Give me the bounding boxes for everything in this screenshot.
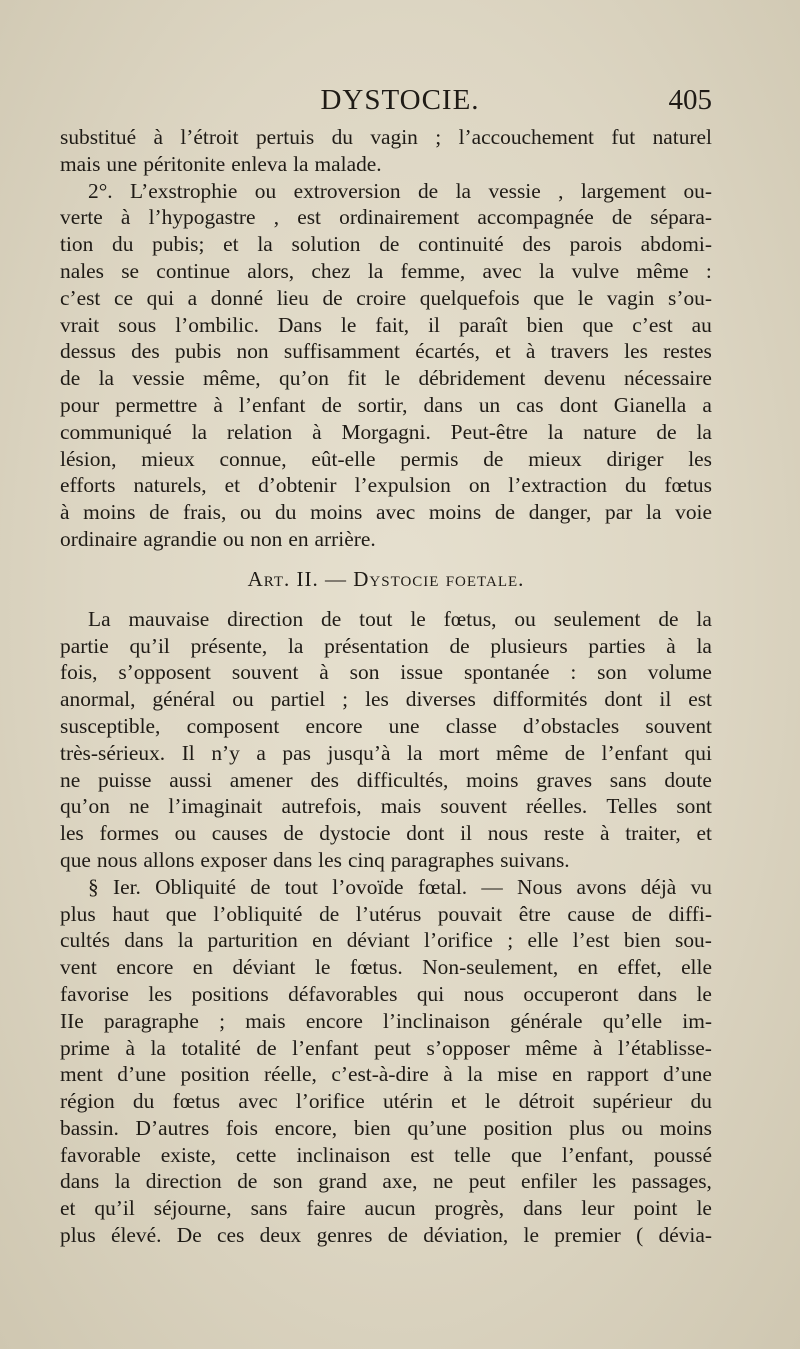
text-line: ment d’une position réelle, c’est-à-dire à la mise en rapport d’une xyxy=(60,1062,712,1087)
running-title: DYSTOCIE. xyxy=(320,84,480,116)
text-line: bassin. D’autres fois encore, bien qu’une position plus ou moins xyxy=(60,1115,712,1140)
text-line: anormal, général ou partiel ; les diverses difformités dont il est xyxy=(60,687,712,712)
text-line: La mauvaise direction de tout le fœtus, ou seulement de la xyxy=(88,606,712,631)
text-line: dans la direction de son grand axe, ne peut enfiler les passages, xyxy=(60,1169,712,1194)
text-line: très-sérieux. Il n’y a pas jusqu’à la mort même de l’enfant qui xyxy=(60,740,712,765)
text-line: lésion, mieux connue, eût-elle permis de mieux diriger les xyxy=(60,446,712,471)
text-line: c’est ce qui a donné lieu de croire quelquefois que le vagin s’ou- xyxy=(60,285,712,310)
page-header xyxy=(60,84,740,124)
text-line: nales se continue alors, chez la femme, avec la vulve même : xyxy=(60,258,712,283)
text-line: favorable existe, cette inclinaison est telle que l’enfant, poussé xyxy=(60,1142,712,1167)
text-line: prime à la totalité de l’enfant peut s’opposer même à l’établisse- xyxy=(60,1035,712,1060)
text-line: pour permettre à l’enfant de sortir, dans un cas dont Gianella a xyxy=(60,392,712,417)
text-line: de la vessie même, qu’on fit le débridement devenu nécessaire xyxy=(60,366,712,391)
text-line: vrait sous l’ombilic. Dans le fait, il paraît bien que c’est au xyxy=(60,312,712,337)
text-line: communiqué la relation à Morgagni. Peut-être la nature de la xyxy=(60,419,712,444)
text-line: fois, s’opposent souvent à son issue spontanée : son volume xyxy=(60,660,712,685)
text-line: § Ier. Obliquité de tout l’ovoïde fœtal. — Nous avons déjà vu xyxy=(88,874,712,899)
text-line: efforts naturels, et d’obtenir l’expulsion on l’extraction du fœtus xyxy=(60,473,712,498)
text-block-dystocie-foetale xyxy=(60,606,712,1249)
text-line: mais une péritonite enleva la malade. xyxy=(60,151,382,176)
page-number: 405 xyxy=(668,84,712,116)
text-line: à moins de frais, ou du moins avec moins de danger, par la voie xyxy=(60,500,712,525)
section-heading: Art. II. — Dystocie foetale. xyxy=(247,566,525,591)
text-line: dessus des pubis non suffisamment écartés, et à travers les restes xyxy=(60,339,712,364)
text-line: ne puisse aussi amener des difficultés, moins graves sans doute xyxy=(60,767,712,792)
text-line: cultés dans la parturition en déviant l’orifice ; elle l’est bien sou- xyxy=(60,928,712,953)
text-line: tion du pubis; et la solution de continuité des parois abdomi- xyxy=(60,232,712,257)
text-line: les formes ou causes de dystocie dont il nous reste à traiter, et xyxy=(60,821,712,846)
text-block-dystocie-maternelle xyxy=(60,124,712,553)
text-line: 2°. L’exstrophie ou extroversion de la vessie , largement ou- xyxy=(88,178,712,203)
text-line: et qu’il séjourne, sans faire aucun progrès, dans leur point le xyxy=(60,1196,712,1221)
text-line: plus haut que l’obliquité de l’utérus pouvait être cause de diffi- xyxy=(60,901,712,926)
text-line: qu’on ne l’imaginait autrefois, mais souvent réelles. Telles sont xyxy=(60,794,712,819)
text-line: plus élevé. De ces deux genres de déviation, le premier ( dévia- xyxy=(60,1223,712,1248)
text-line: verte à l’hypogastre , est ordinairement accompagnée de sépara- xyxy=(60,205,712,230)
text-line: vent encore en déviant le fœtus. Non-seulement, en effet, elle xyxy=(60,955,712,980)
text-line: ordinaire agrandie ou non en arrière. xyxy=(60,526,376,551)
text-line: susceptible, composent encore une classe d’obstacles souvent xyxy=(60,713,712,738)
text-line: partie qu’il présente, la présentation de plusieurs parties à la xyxy=(60,633,712,658)
text-line: substitué à l’étroit pertuis du vagin ; l’accouchement fut naturel xyxy=(60,125,712,149)
text-line: favorise les positions défavorables qui nous occuperont dans le xyxy=(60,981,712,1006)
text-line: IIe paragraphe ; mais encore l’inclinaison générale qu’elle im- xyxy=(60,1008,712,1033)
text-line: région du fœtus avec l’orifice utérin et le détroit supérieur du xyxy=(60,1089,712,1114)
text-line: que nous allons exposer dans les cinq paragraphes suivans. xyxy=(60,847,570,872)
body-text xyxy=(60,124,712,1249)
